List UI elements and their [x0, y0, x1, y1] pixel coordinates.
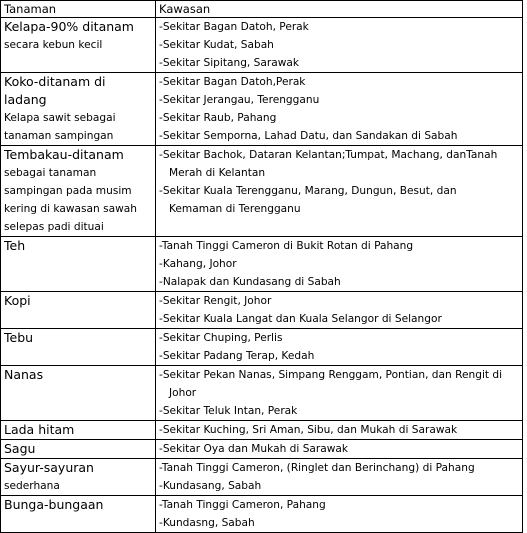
- area-item: [159, 421, 519, 439]
- area-cell: [156, 146, 523, 237]
- area-cell: [156, 329, 523, 366]
- area-item: [159, 18, 519, 36]
- crop-name: Sagu: [4, 441, 36, 456]
- crop-cell: [1, 440, 156, 459]
- table-row: [1, 440, 523, 459]
- area-text: -Sekitar Kudat, Sabah: [159, 39, 274, 51]
- area-item: [159, 255, 519, 273]
- crop-note-line: tanaman sampingan: [4, 130, 114, 142]
- crop-cell: [1, 329, 156, 366]
- crop-cell: [1, 366, 156, 421]
- area-text: -Sekitar Jerangau, Terengganu: [159, 94, 320, 106]
- crop-note-line: sampingan pada musim: [4, 185, 132, 197]
- table-row: [1, 329, 523, 366]
- area-cell: [156, 366, 523, 421]
- crop-cell: [1, 237, 156, 292]
- area-text: -Sekitar Raub, Pahang: [159, 112, 277, 124]
- crop-note-line: secara kebun kecil: [4, 39, 103, 51]
- crop-cell: [1, 292, 156, 329]
- area-text-continued: Merah di Kelantan: [169, 167, 266, 179]
- crop-name: Bunga-bungaan: [4, 497, 104, 512]
- area-text: -Tanah Tinggi Cameron di Bukit Rotan di Pahang: [159, 240, 414, 252]
- table-body: [1, 18, 523, 533]
- area-text: -Sekitar Teluk Intan, Perak: [159, 405, 298, 417]
- crop-name: Lada hitam: [4, 422, 75, 437]
- area-text: -Sekitar Oya dan Mukah di Sarawak: [159, 443, 349, 455]
- crop-name: Sayur-sayuran: [4, 460, 94, 475]
- area-text: -Sekitar Padang Terap, Kedah: [159, 350, 315, 362]
- area-cell: [156, 18, 523, 73]
- area-text: -Kahang, Johor: [159, 258, 237, 270]
- area-text: -Sekitar Bachok, Dataran Kelantan;Tumpat, Machang, danTanah: [159, 149, 498, 161]
- crop-cell: [1, 73, 156, 146]
- area-item: [159, 329, 519, 347]
- area-text-continued: Kemaman di Terengganu: [169, 203, 301, 215]
- crop-cell: [1, 146, 156, 237]
- crop-note-line: sederhana: [4, 480, 60, 492]
- crop-name: Teh: [4, 238, 26, 253]
- area-item: [159, 292, 519, 310]
- table-row: [1, 496, 523, 533]
- area-text: -Sekitar Kuala Terengganu, Marang, Dungun, Besut, dan: [159, 185, 457, 197]
- area-text: -Sekitar Bagan Datoh,Perak: [159, 76, 306, 88]
- header-area: Kawasan: [156, 1, 523, 18]
- area-item: [159, 310, 519, 328]
- area-item: [159, 91, 519, 109]
- area-text: -Kundasang, Sabah: [159, 480, 262, 492]
- area-text: -Sekitar Pekan Nanas, Simpang Renggam, Pontian, dan Rengit di: [159, 369, 503, 381]
- crop-note-line: kering di kawasan sawah: [4, 203, 137, 215]
- area-cell: [156, 459, 523, 496]
- area-cell: [156, 421, 523, 440]
- area-text: -Sekitar Chuping, Perlis: [159, 332, 283, 344]
- crop-note-line: sebagai tanaman: [4, 167, 97, 179]
- crop-name: Tembakau-ditanam: [4, 147, 124, 162]
- crop-cell: [1, 459, 156, 496]
- crop-name: Tebu: [4, 330, 34, 345]
- area-item: [159, 459, 519, 477]
- area-text: -Sekitar Semporna, Lahad Datu, dan Sandakan di Sabah: [159, 130, 458, 142]
- area-text: -Tanah Tinggi Cameron, Pahang: [159, 499, 326, 511]
- table-header-row: [1, 1, 523, 18]
- area-text: -Sekitar Sipitang, Sarawak: [159, 57, 300, 69]
- area-text: -Sekitar Rengit, Johor: [159, 295, 272, 307]
- area-text: -Kundasng, Sabah: [159, 517, 255, 529]
- header-crop: Tanaman: [1, 1, 156, 18]
- area-item: [159, 109, 519, 127]
- crop-name: Kelapa-90% ditanam: [4, 19, 134, 34]
- area-item: [159, 514, 519, 532]
- area-text: -Sekitar Kuala Langat dan Kuala Selangor di Selangor: [159, 313, 442, 325]
- area-item: [159, 366, 519, 402]
- crop-cell: [1, 421, 156, 440]
- area-item: [159, 36, 519, 54]
- table-row: [1, 146, 523, 237]
- area-text: -Tanah Tinggi Cameron, (Ringlet dan Berinchang) di Pahang: [159, 462, 475, 474]
- area-item: [159, 127, 519, 145]
- area-text: -Sekitar Bagan Datoh, Perak: [159, 21, 309, 33]
- crop-note-line: Kelapa sawit sebagai: [4, 112, 116, 124]
- table-row: [1, 73, 523, 146]
- area-item: [159, 54, 519, 72]
- table-row: [1, 292, 523, 329]
- area-item: [159, 347, 519, 365]
- crop-name: Nanas: [4, 367, 44, 382]
- area-item: [159, 73, 519, 91]
- crop-cell: [1, 496, 156, 533]
- crop-note-line: selepas padi dituai: [4, 221, 104, 233]
- area-item: [159, 273, 519, 291]
- area-item: [159, 477, 519, 495]
- table-row: [1, 237, 523, 292]
- table-row: [1, 366, 523, 421]
- area-item: [159, 237, 519, 255]
- area-cell: [156, 440, 523, 459]
- crop-name: Koko-ditanam di ladang: [4, 74, 106, 107]
- table-row: [1, 459, 523, 496]
- area-cell: [156, 292, 523, 329]
- area-cell: [156, 73, 523, 146]
- area-cell: [156, 237, 523, 292]
- crop-name: Kopi: [4, 293, 31, 308]
- table-row: [1, 18, 523, 73]
- area-text: -Sekitar Kuching, Sri Aman, Sibu, dan Mukah di Sarawak: [159, 424, 458, 436]
- area-item: [159, 496, 519, 514]
- area-cell: [156, 496, 523, 533]
- area-item: [159, 440, 519, 458]
- table-row: [1, 421, 523, 440]
- area-item: [159, 402, 519, 420]
- area-text-continued: Johor: [169, 387, 197, 399]
- crop-cell: [1, 18, 156, 73]
- area-item: [159, 146, 519, 182]
- area-text: -Nalapak dan Kundasang di Sabah: [159, 276, 341, 288]
- area-item: [159, 182, 519, 218]
